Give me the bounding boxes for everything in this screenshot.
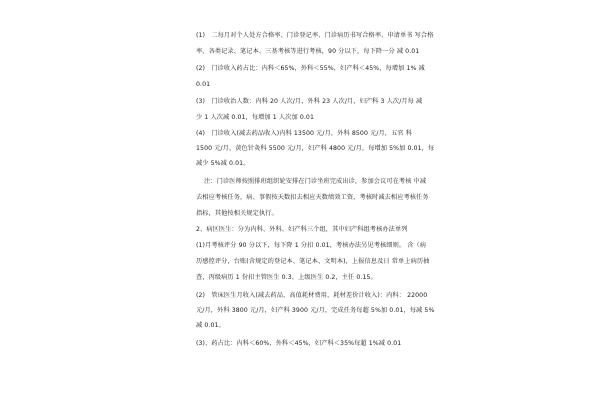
text-line-8: 1500 元/月，黄色针灸科 5500 元/月，妇产科 4800 元/月，每增加 5%加 0.01，每 (196, 145, 435, 152)
text-line-18: 元/月，外科 3800 元/月，妇产科 3900 元/月，完成任务每超 5%加 0.01，每减 5% (196, 307, 435, 314)
text-line-17: (2) 管床医生月收入(减去药品、高值耗材费用、耗材差价计收入)：内科： 22000 (196, 292, 428, 299)
text-line-7: (4) 门诊收入(减去药品收入)内科 13500 元/月，外科 8500 元/月，五官 科 (196, 130, 413, 137)
text-line-9: 减少 5%减 0.01。 (196, 160, 250, 167)
text-line-20: (3)、药占比：内科＜60%，外科＜45%，妇产科＜35%每超 1%减 0.01 (196, 340, 402, 347)
text-line-13: 2、病区医生：分为内科、外科、妇产科三个组，其中妇产科组考核办法单列 (196, 226, 408, 233)
text-line-19: 减 0.01。 (196, 322, 225, 329)
text-line-11: 去相应考核任务，病、事假按天数扣去相应天数绩效工资，考核时减去相应考核任务 (196, 194, 429, 201)
text-line-6: 少 1 人次减 0.01，每增加 1 人次加 0.01 (196, 114, 314, 121)
text-line-2: 率、各类记录、笔记本、三基考核等进行考核，90 分以下，每下降一分 减 0.01 (196, 48, 420, 55)
text-line-12: 指标，其他按相关规定执行。 (196, 210, 278, 217)
text-line-10: 注：门诊医师按照排班组织轮安排在门诊坐班完成出诊，参加会议可在考核 中减 (204, 178, 427, 185)
text-line-14: (1)月考核评分 90 分以下，每下降 1 分扣 0.01，考核办法另见考核细则。 含（病 (196, 242, 427, 249)
text-line-16: 查，丙级病历 1 份扣主管医生 0.3，上级医生 0.2，主任 0.15。 (196, 274, 377, 281)
text-line-5: (3) 门诊收治人数：内科 20 人次/月，外科 23 人次/月，妇产科 3 人次/月每 减 (196, 98, 423, 105)
text-line-3: (2) 门诊收入药占比：内科＜65%，外科＜55%，妇产科＜45%，每增加 1% 减 (196, 65, 425, 72)
text-line-4: 0.01 (196, 81, 211, 88)
text-line-1: (1) 二每月对个人处方合格率、门诊登记率、门诊病历书写合格率、申请单书 写合格 (196, 32, 434, 39)
text-line-15: 历感控评分，台账(含规定的登记本、笔记本、文明本)，上报信息及日 常单上病历抽 (196, 258, 430, 265)
